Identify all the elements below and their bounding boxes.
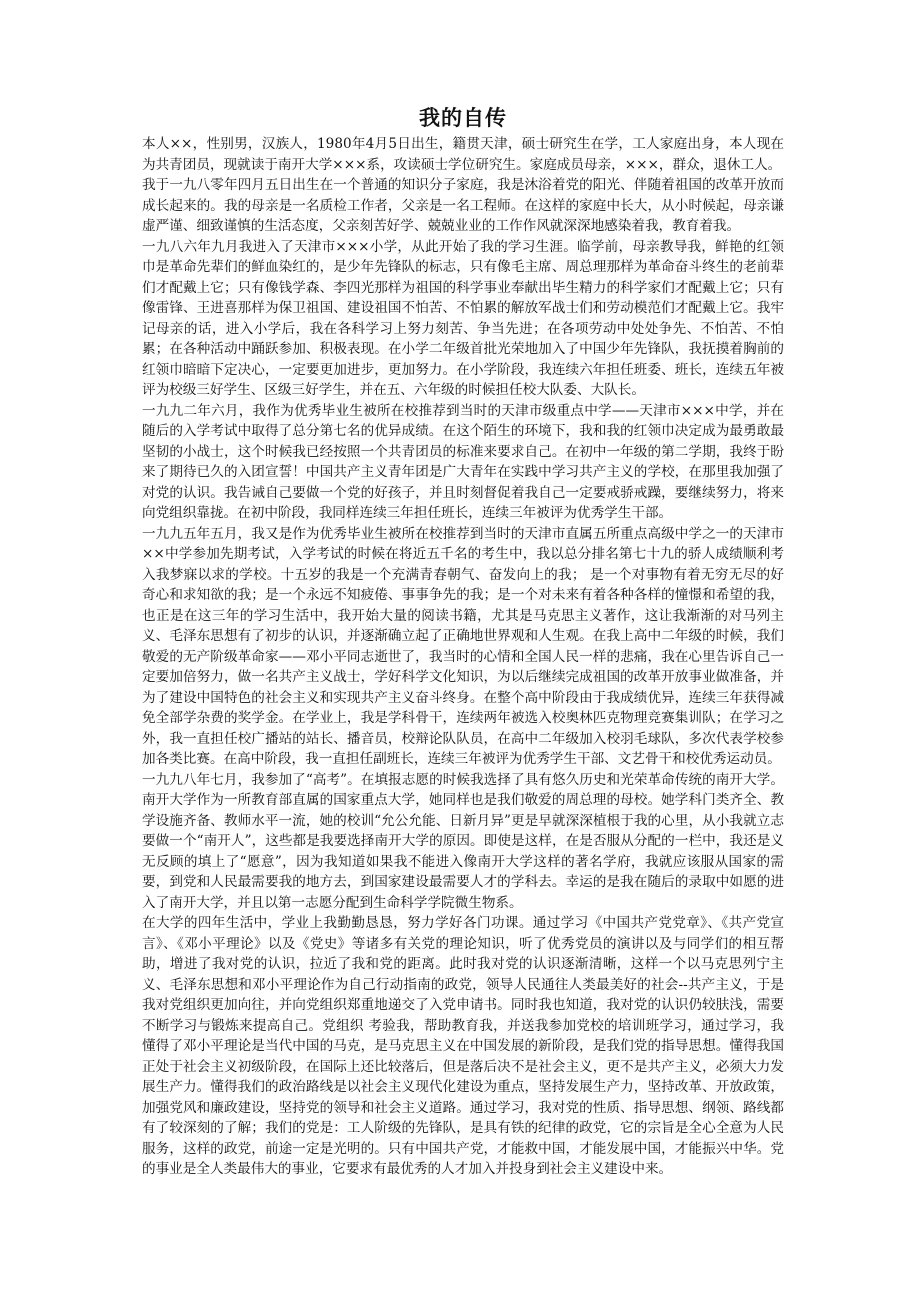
paragraph-high-school: 一九九五年五月，我又是作为优秀毕业生被所在校推荐到当时的天津市直属五所重点高级中学之一的天津市××中学参加先期考试，入学考试的时候在将近五千名的考生中，我以总分排名第七十九的骄人成绩顺利考入我梦寐以求的学校。十五岁的我是一个充满青春朝气、奋发向上的我； 是一个对事物有着无穷无尽的好奇心和求知欲的我；是一个永远不知疲倦、事事争先的我；是一个对未来有着各种各样的憧憬和希望的我，也正是在这三年的学习生活中，我开始大量的阅读书籍，尤其是马克思主义著作，这让我渐渐的对马列主义、毛泽东思想有了初步的认识，并逐渐确立起了正确地世界观和人生观。在我上高中二年级的时候，我们敬爱的无产阶级革命家——邓小平同志逝世了，我当时的心情和全国人民一样的悲痛，我在心里告诉自己一定要加倍努力，做一名共产主义战士，学好科学文化知识，为以后继续完成祖国的改革开放事业做准备，并为了建设中国特色的社会主义和实现共产主义奋斗终身。在整个高中阶段由于我成绩优异，连续三年获得减免全部学杂费的奖学金。在学业上，我是学科骨干，连续两年被选入校奥林匹克物理竞赛集训队；在学习之外，我一直担任校广播站的站长、播音员，校辩论队队员，在高中二年级加入校羽毛球队，多次代表学校参加各类比赛。在高中阶段，我一直担任副班长，连续三年被评为优秀学生干部、文艺骨干和校优秀运动员。: [142, 525, 784, 767]
paragraph-personal-info: 本人××，性别男，汉族人，1980年4月5日出生，籍贯天津，硕士研究生在学，工人家庭出身，本人现在为共青团员，现就读于南开大学×××系，攻读硕士学位研究生。家庭成员母亲，×××，群众，退休工人。: [142, 136, 784, 173]
document-title: 我的自传: [419, 106, 507, 130]
paragraph-university-life: 在大学的四年生活中，学业上我勤勤恳恳，努力学好各门功课。通过学习《中国共产党党章》、《共产党宣言》、《邓小平理论》以及《党史》等诸多有关党的理论知识，听了优秀党员的演讲以及与同学们的相互帮助，增进了我对党的认识，拉近了我和党的距离。此时我对党的认识逐渐清晰，这样一个以马克思列宁主义、毛泽东思想和邓小平理论作为自己行动指南的政党，领导人民通往人类最美好的社会--共产主义，于是我对党组织更加向往，并向党组织郑重地递交了入党申请书。同时我也知道，我对党的认识仍较肤浅，需要不断学习与锻炼来提高自己。党组织 考验我，帮助教育我，并送我参加党校的培训班学习，通过学习，我懂得了邓小平理论是当代中国的马克，是马克思主义在中国发展的新阶段，是我们党的指导思想。懂得我国正处于社会主义初级阶段，在国际上还比较落后，但是落后决不是社会主义，更不是共产主义，必须大力发展生产力。懂得我们的政治路线是以社会主义现代化建设为重点，坚持发展生产力，坚持改革、开放政策，加强党风和廉政建设，坚持党的领导和社会主义道路。通过学习，我对党的性质、指导思想、纲领、路线都有了较深刻的了解；我们的党是：工人阶级的先锋队，是具有铁的纪律的政党，它的宗旨是全心全意为人民服务，这样的政党，前途一定是光明的。只有中国共产党，才能救中国，才能发展中国，才能振兴中华。党的事业是全人类最伟大的事业，它要求有最优秀的人才加入并投身到社会主义建设中来。: [142, 915, 784, 1177]
paragraph-university-admission: 一九九八年七月，我参加了“高考”。在填报志愿的时候我选择了具有悠久历史和光荣革命传统的南开大学。南开大学作为一所教育部直属的国家重点大学，她同样也是我们敬爱的周总理的母校。她学科门类齐全、教学设施齐备、教师水平一流，她的校训“允公允能、日新月异”更是早就深深植根于我的心里，从小我就立志要做一个“南开人”，这些都是我要选择南开大学的原因。即使是这样，在是否服从分配的一栏中，我还是义无反顾的填上了“愿意”，因为我知道如果我不能进入像南开大学这样的著名学府，我就应该服从国家的需要，到党和人民最需要我的地方去，到国家建设最需要人才的学科去。幸运的是我在随后的录取中如愿的进入了南开大学，并且以第一志愿分配到生命科学学院微生物系。: [142, 771, 784, 911]
paragraph-primary-school: 一九八六年九月我进入了天津市×××小学，从此开始了我的学习生涯。临学前，母亲教导我，鲜艳的红领巾是革命先辈们的鲜血染红的，是少年先锋队的标志，只有像毛主席、周总理那样为革命奋斗终生的老前辈们才配戴上它；只有像钱学森、李四光那样为祖国的科学事业奉献出毕生精力的科学家们才配戴上它；只有像雷锋、王进喜那样为保卫祖国、建设祖国不怕苦、不怕累的解放军战士们和劳动模范们才配戴上它。我牢记母亲的话，进入小学后，我在各科学习上努力刻苦、争当先进；在各项劳动中处处争先、不怕苦、不怕累；在各种活动中踊跃参加、积极表现。在小学二年级首批光荣地加入了中国少年先锋队，我抚摸着胸前的红领巾暗暗下定决心，一定要更加进步，更加努力。在小学阶段，我连续六年担任班委、班长，连续五年被评为校级三好学生、区级三好学生，并在五、六年级的时候担任校大队委、大队长。: [142, 238, 784, 398]
document-page: [142, 104, 784, 1180]
paragraph-family-background: 我于一九八零年四月五日出生在一个普通的知识分子家庭，我是沐浴着党的阳光、伴随着祖国的改革开放而成长起来的。我的母亲是一名质检工作者，父亲是一名工程师。在这样的家庭中长大，从小时候起，母亲谦虚严谨、细致谨慎的生活态度，父亲刻苦好学、兢兢业业的工作作风就深深地感染着我，教育着我。: [142, 177, 784, 234]
paragraph-middle-school: 一九九二年六月，我作为优秀毕业生被所在校推荐到当时的天津市级重点中学——天津市×××中学，并在随后的入学考试中取得了总分第七名的优异成绩。在这个陌生的环境下，我和我的红领巾决定成为最勇敢最坚韧的小战士，这个时候我已经按照一个共青团员的标准来要求自己。在初中一年级的第二学期，我终于盼来了期待已久的入团宣誓！中国共产主义青年团是广大青年在实践中学习共产主义的学校，在那里我加强了对党的认识。我告诫自己要做一个党的好孩子，并且时刻督促着我自己一定要戒骄戒躁，要继续努力，将来向党组织靠拢。在初中阶段，我同样连续三年担任班长，连续三年被评为优秀学生干部。: [142, 402, 784, 521]
